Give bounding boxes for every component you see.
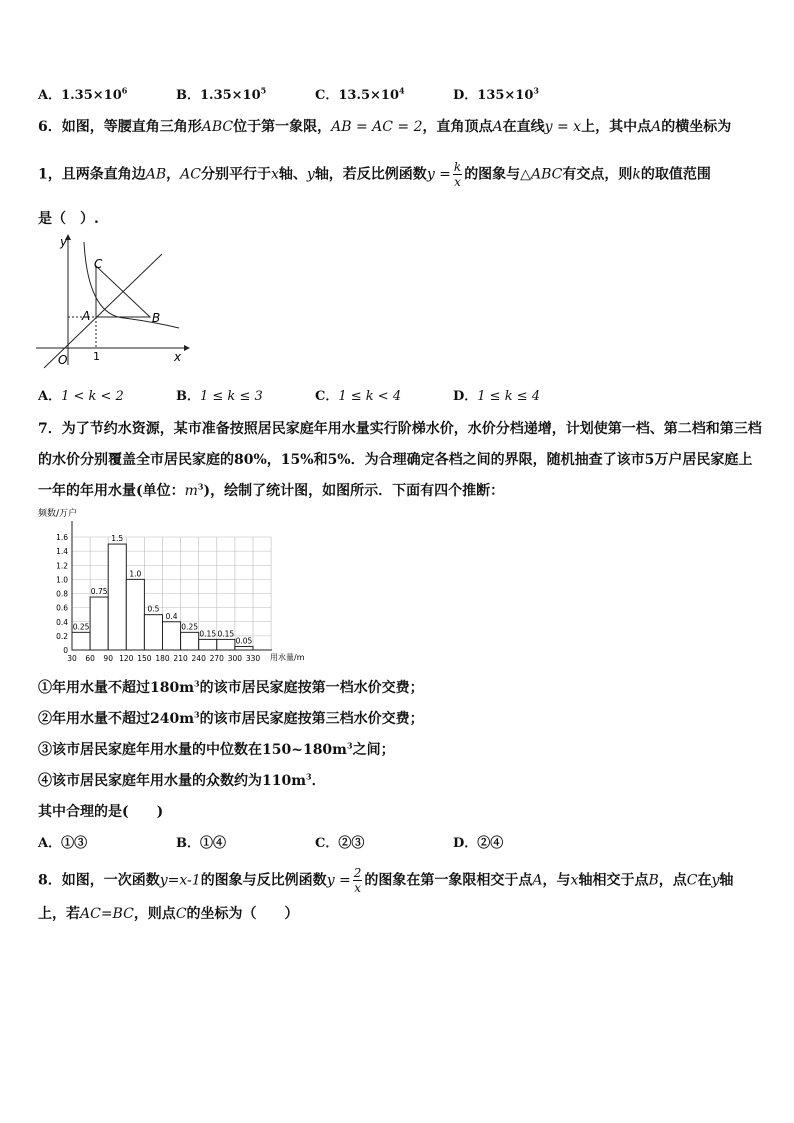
q7-line-2: 的水价分别覆盖全市居民家庭的80%，15%和5%．为合理确定各档之间的界限，随机抽查了该市5万户居民家庭上 — [38, 452, 753, 468]
chart-xlabel: 用水量/m — [270, 653, 305, 662]
q5-option-d: D．$135\times 10^3$ — [453, 85, 539, 103]
bar-value-label: 0.05 — [235, 636, 253, 646]
y-tick-label: 0.8 — [56, 589, 68, 599]
chart-ylabel: 频数/万户 — [38, 509, 78, 519]
y-tick-label: 0 — [63, 646, 68, 655]
q6-line-3: 是（ ）. — [38, 211, 99, 227]
y-tick-label: 1.0 — [56, 575, 68, 585]
q7-statement-3: ③该市居民家庭年用水量的中位数在$150\sim 180m^3$之间； — [38, 740, 395, 758]
bar-value-label: 0.75 — [90, 587, 108, 597]
q6-fraction: $\frac{k}{x}$ — [453, 160, 462, 189]
y-tick-label: 1.6 — [56, 533, 68, 542]
hist-bar — [144, 615, 162, 650]
q6-option-c: C．1 ≤ k < 4 — [315, 389, 402, 404]
hist-bar — [126, 579, 144, 650]
bar-value-label: 0.4 — [165, 611, 178, 621]
bar-value-label: 0.5 — [147, 604, 160, 614]
bar-value-label: 1.0 — [129, 569, 142, 579]
hist-bar — [235, 646, 253, 650]
hist-bar — [217, 639, 235, 650]
y-tick-label: 0.2 — [56, 631, 68, 641]
q7-statement-4: ④该市居民家庭年用水量的众数约为$110m^3$． — [38, 771, 326, 789]
hist-bar — [72, 632, 90, 650]
bar-value-label: 0.15 — [217, 629, 235, 639]
q7-question: 其中合理的是( ) — [38, 804, 164, 820]
x-tick-label: 180 — [155, 654, 170, 663]
q7-statement-2: ②年用水量不超过$240m^3$的该市居民家庭按第三档水价交费； — [38, 709, 424, 727]
q6-option-a: A．1 < k < 2 — [38, 389, 124, 404]
x-tick-label: 210 — [173, 654, 188, 663]
q6-option-d: D．1 ≤ k ≤ 4 — [453, 389, 541, 404]
fig-label-x: x — [174, 350, 182, 364]
fig-label-c: C — [94, 257, 103, 271]
fig-label-y: y — [60, 235, 68, 249]
hist-bar — [199, 639, 217, 650]
hist-bar — [163, 622, 181, 650]
q7-line-3: 一年的年用水量(单位：$m^3$)，绘制了统计图，如图所示．下面有四个推断： — [38, 481, 505, 499]
hist-bar — [90, 597, 108, 650]
bar-value-label: 0.25 — [72, 622, 90, 632]
fig-label-a: A — [82, 309, 91, 323]
q7-statement-1: ①年用水量不超过$180m^3$的该市居民家庭按第一档水价交费； — [38, 678, 424, 696]
x-tick-label: 240 — [191, 654, 206, 663]
bar-value-label: 0.25 — [181, 622, 199, 632]
q7-option-b: B．①④ — [176, 836, 227, 851]
x-tick-label: 150 — [137, 654, 152, 663]
hist-bar — [108, 544, 126, 650]
q7-option-a: A．①③ — [38, 836, 88, 851]
y-tick-label: 1.4 — [56, 547, 68, 557]
y-tick-label: 1.2 — [56, 561, 68, 571]
q5-option-c: C．$13.5\times 10^4$ — [315, 85, 405, 103]
q6-line-2: 1，且两条直角边AB，AC分别平行于x轴、y轴，若反比例函数y = $\frac{k}{x}$ 的图象与△ABC有交点，则k的取值范围 — [38, 160, 711, 189]
x-axis-arrow-icon — [184, 345, 190, 351]
x-tick-label: 330 — [245, 654, 261, 663]
q7-option-c: C．②③ — [315, 836, 365, 851]
x-tick-label: 300 — [227, 654, 243, 663]
q6-line-1: 6．如图，等腰直角三角形ABC位于第一象限，AB = AC = 2，直角顶点A在直线y = x上，其中点A的横坐标为 — [38, 119, 732, 135]
fig-label-one: 1 — [93, 350, 100, 363]
hist-bar — [181, 632, 199, 650]
bar-value-label: 0.15 — [199, 629, 217, 639]
x-tick-label: 270 — [209, 654, 224, 663]
q7-option-d: D．②④ — [453, 836, 504, 851]
y-tick-label: 0.6 — [56, 603, 68, 613]
q8-line-2: 上，若AC=BC，则点C的坐标为（ ） — [38, 906, 299, 922]
x-tick-label: 90 — [103, 654, 113, 663]
q5-option-a: A．$1.35\times 10^6$ — [38, 85, 128, 103]
fig-label-b: B — [152, 311, 161, 325]
x-tick-label: 30 — [67, 654, 77, 663]
q8-fraction: $\frac{2}{x}$ — [353, 866, 362, 895]
q5-option-b: B．$1.35\times 10^5$ — [176, 85, 267, 103]
q8-line-1: 8．如图，一次函数y=x-1的图象与反比例函数y = $\frac{2}{x}$ 的图象在第一象限相交于点A，与x轴相交于点B，点C在y轴 — [38, 866, 734, 895]
x-tick-label: 120 — [119, 654, 134, 663]
q6-figure — [34, 230, 194, 370]
q6-option-b: B．1 ≤ k ≤ 3 — [176, 389, 263, 404]
q7-histogram — [34, 503, 306, 665]
fig-label-o: O — [58, 353, 68, 367]
q7-line-1: 7．为了节约水资源，某市准备按照居民家庭年用水量实行阶梯水价，水价分档递增，计划使第一档、第二档和第三档 — [38, 421, 762, 437]
y-tick-label: 0.4 — [56, 617, 68, 627]
bar-value-label: 1.5 — [111, 534, 124, 544]
x-tick-label: 60 — [85, 654, 95, 663]
